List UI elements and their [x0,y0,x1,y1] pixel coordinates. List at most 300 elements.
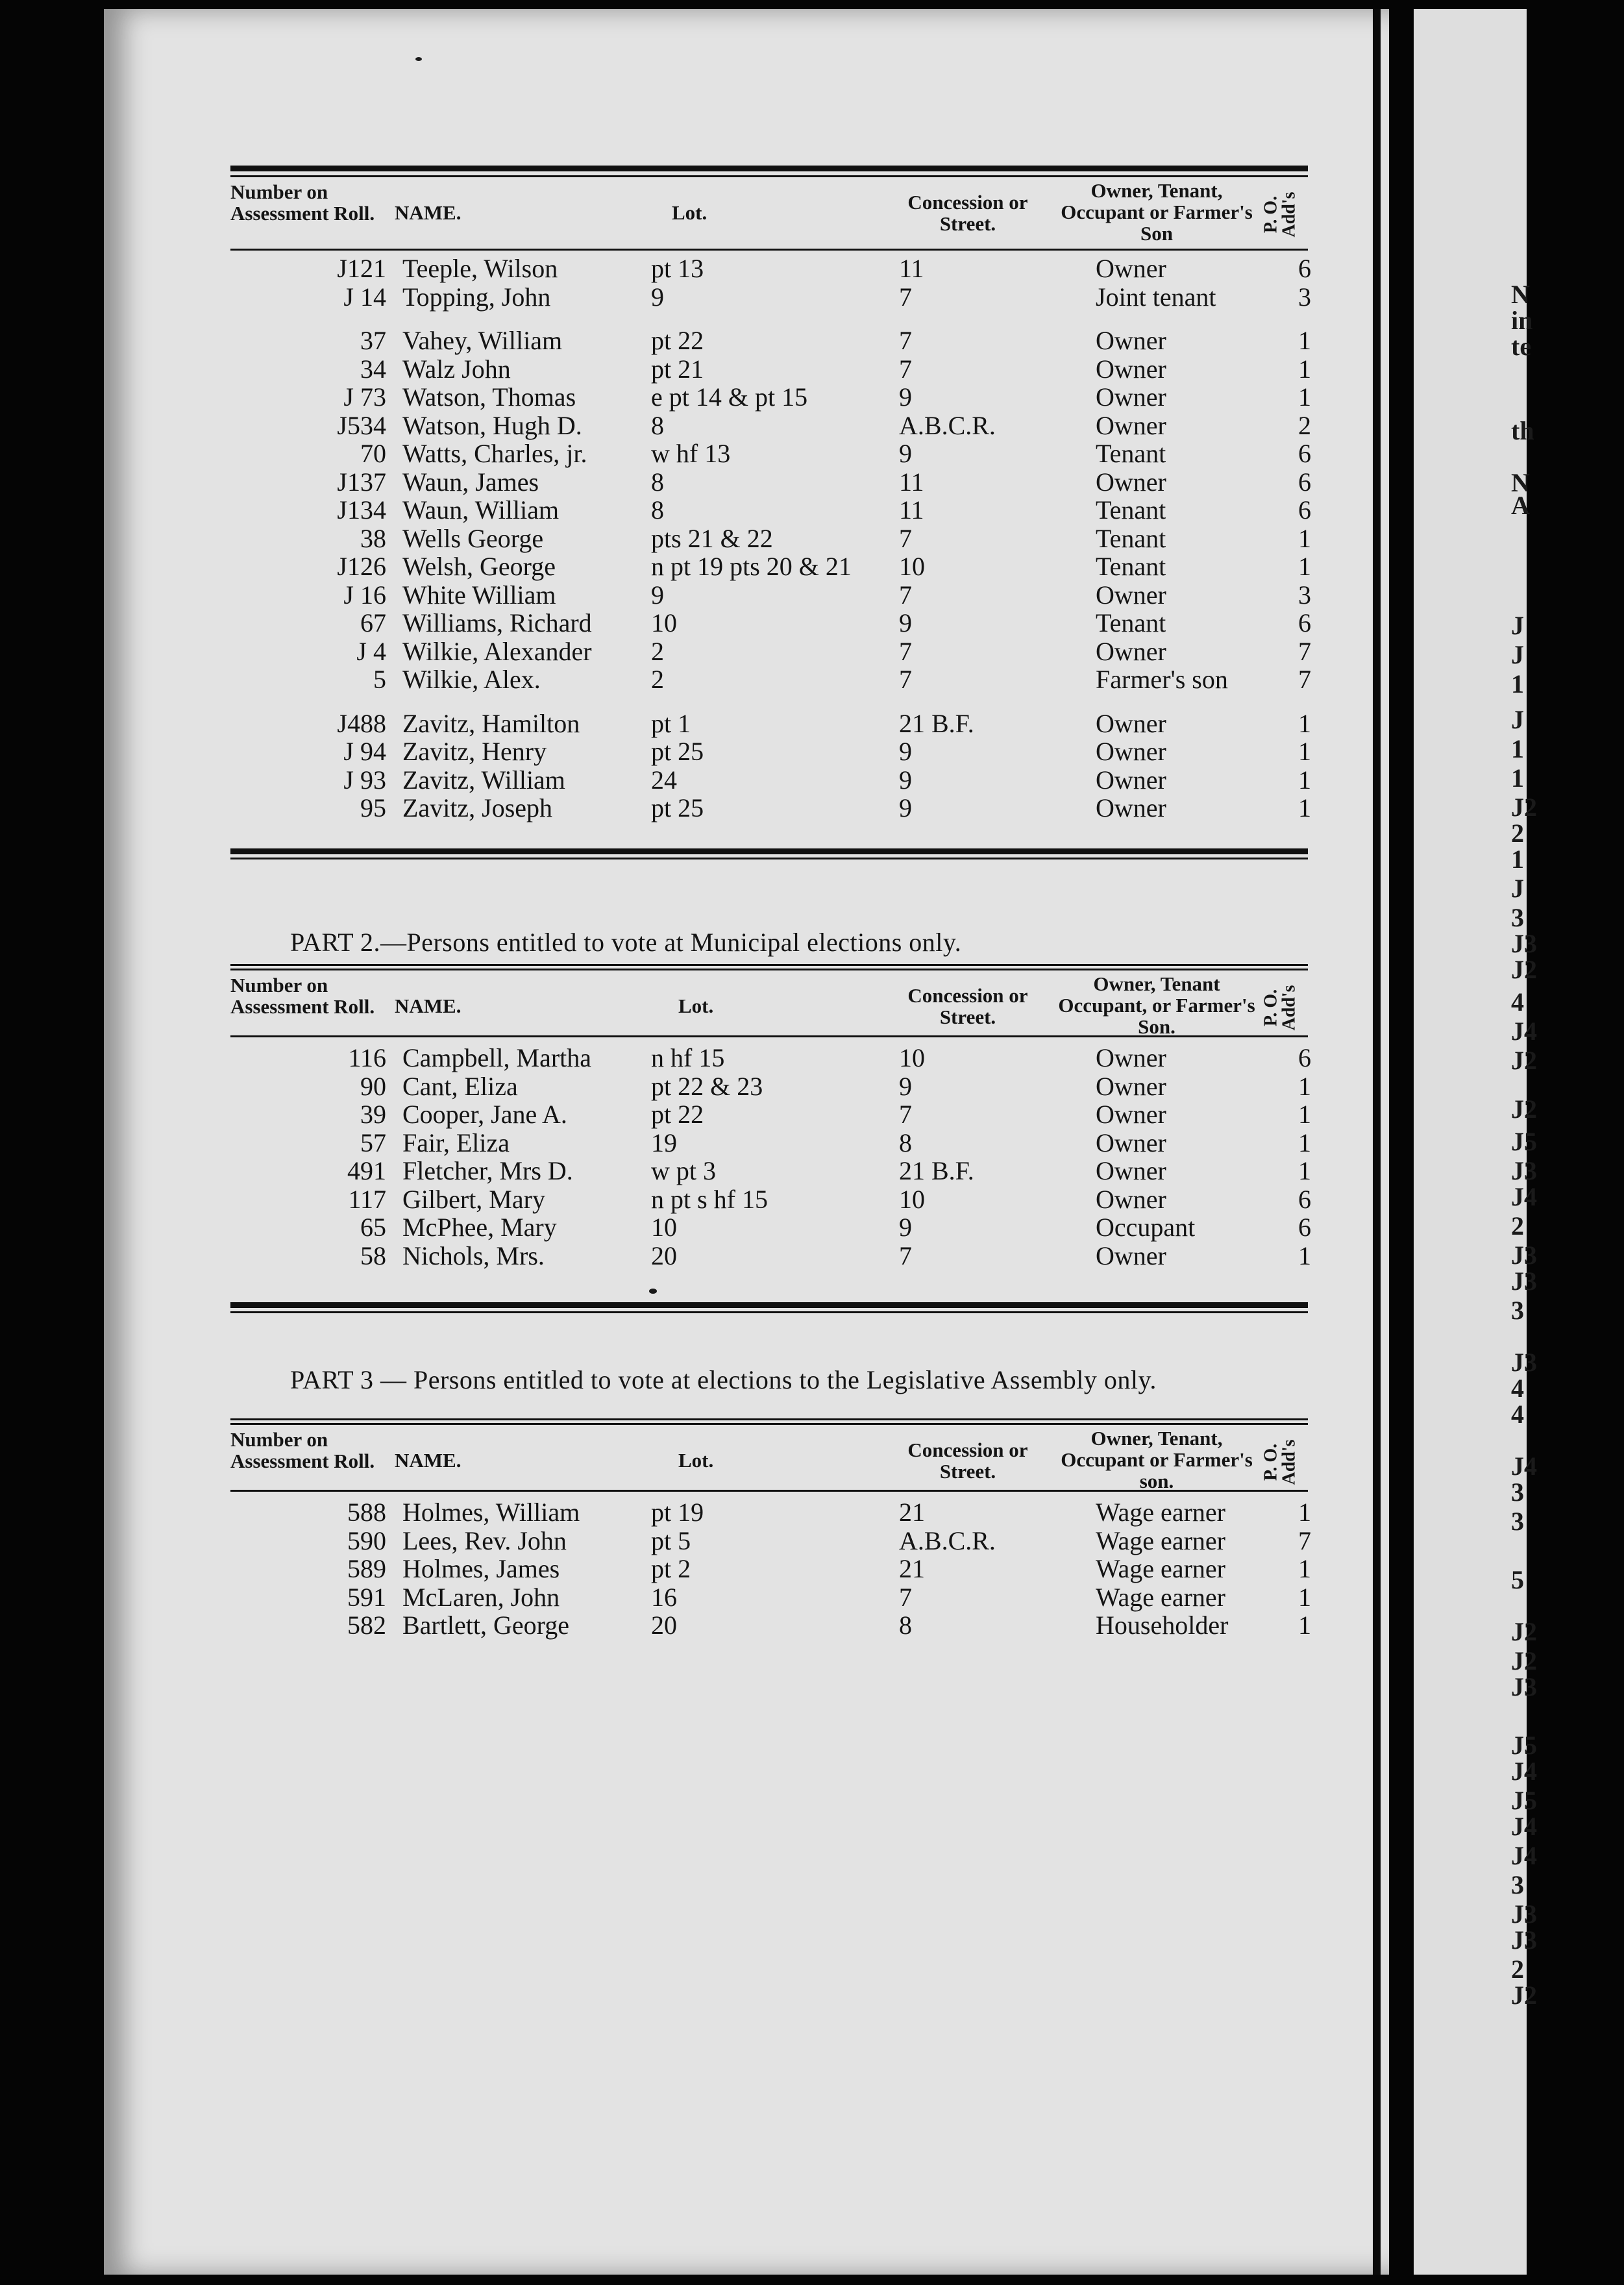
table-row [230,1241,1311,1270]
adjacent-page-text: J [1511,640,1524,669]
cell-concession: 21 B.F. [899,708,974,738]
table-row [230,467,1311,497]
table-row [230,254,1311,283]
cell-owner: Tenant [1096,523,1166,553]
adjacent-page-text: 4 [1511,987,1524,1017]
cell-owner: Owner [1096,467,1166,497]
cell-number: 67 [360,608,386,637]
adjacent-page-text: J3 [1511,1925,1537,1955]
part3-table [230,1418,1311,1640]
cell-concession: 9 [899,765,912,795]
cell-concession: 10 [899,552,925,581]
table-row [230,1184,1311,1214]
header-number: Number on Assessment Roll. [230,1428,375,1472]
cell-concession: 7 [899,580,912,610]
adjacent-page-text: 3 [1511,1870,1524,1899]
cell-po: 1 [1298,326,1311,355]
cell-name: Zavitz, William [402,765,565,795]
part2-end-rule [230,1302,1308,1308]
adjacent-page-text: J4 [1511,1757,1537,1786]
cell-owner: Householder [1096,1611,1229,1640]
adjacent-page-text: J4 [1511,1812,1537,1841]
adjacent-page-text: 2 [1511,1211,1524,1241]
adjacent-page-text: 3 [1511,903,1524,932]
adjacent-page-text: J [1511,874,1524,903]
cell-concession: 10 [899,1043,925,1072]
cell-owner: Wage earner [1096,1554,1225,1583]
adjacent-page-text: J2 [1511,793,1537,822]
cell-number: 57 [360,1128,386,1157]
table-row [230,1554,1311,1583]
cell-lot: pt 19 [651,1498,704,1527]
cell-lot: pt 22 [651,326,704,355]
cell-lot: 19 [651,1128,677,1157]
row-gap [230,311,1308,327]
cell-number: 590 [347,1525,386,1555]
adjacent-page-text: J3 [1511,1348,1537,1377]
cell-po: 1 [1298,354,1311,384]
cell-number: J534 [337,410,386,440]
cell-concession: 9 [899,793,912,822]
cell-po: 1 [1298,1498,1311,1527]
adjacent-page-text: in [1511,306,1533,335]
header-concession: Concession or Street. [907,984,1028,1028]
header-name: NAME. [395,201,461,224]
cell-owner: Owner [1096,410,1166,440]
cell-owner: Owner [1096,765,1166,795]
cell-lot: 8 [651,410,664,440]
cell-po: 1 [1298,1241,1311,1270]
header-concession: Concession or Street. [907,1439,1028,1483]
cell-concession: 8 [899,1128,912,1157]
adjacent-page-text: te [1511,332,1532,361]
adjacent-page-text: J [1511,705,1524,734]
cell-lot: 9 [651,580,664,610]
header-name: NAME. [395,994,461,1017]
cell-number: J134 [337,495,386,525]
cell-owner: Wage earner [1096,1525,1225,1555]
cell-number: 34 [360,354,386,384]
cell-concession: 8 [899,1611,912,1640]
cell-name: Fair, Eliza [402,1128,510,1157]
table-row [230,410,1311,440]
adjacent-page-text: J2 [1511,1617,1537,1646]
cell-name: Nichols, Mrs. [402,1241,545,1270]
adjacent-page-text: J5 [1511,1731,1537,1760]
adjacent-page-text: 3 [1511,1296,1524,1325]
table-row [230,282,1311,312]
cell-name: Waun, William [402,495,560,525]
cell-po: 3 [1298,580,1311,610]
adjacent-page-text: N [1511,280,1530,309]
adjacent-page-text: 1 [1511,734,1524,763]
cell-number: J 93 [343,765,386,795]
header-number: Number on Assessment Roll. [230,180,375,225]
cell-owner: Owner [1096,1043,1166,1072]
cell-lot: 2 [651,636,664,666]
speck [415,57,422,61]
part3-rows [230,1498,1311,1640]
table-row [230,1213,1311,1242]
cell-number: J137 [337,467,386,497]
cell-owner: Owner [1096,1156,1166,1185]
cell-po: 1 [1298,523,1311,553]
cell-owner: Owner [1096,737,1166,766]
adjacent-page-text: 2 [1511,1955,1524,1984]
cell-name: Welsh, George [402,552,556,581]
cell-lot: pt 21 [651,354,704,384]
part1-end-rule [230,848,1308,854]
cell-owner: Farmer's son [1096,665,1228,694]
table-row [230,1100,1311,1129]
cell-lot: pt 13 [651,254,704,283]
cell-concession: 9 [899,382,912,412]
cell-lot: 20 [651,1611,677,1640]
adjacent-page-text: 4 [1511,1374,1524,1403]
cell-lot: pts 21 & 22 [651,523,773,553]
header-po: P. O. Add's [1261,191,1299,238]
adjacent-page-text: N [1511,468,1530,497]
cell-name: Holmes, William [402,1498,580,1527]
cell-owner: Tenant [1096,552,1166,581]
adjacent-page-text: J3 [1511,929,1537,958]
cell-name: Cant, Eliza [402,1071,518,1101]
cell-number: J 14 [343,282,386,312]
cell-name: Wilkie, Alexander [402,636,592,666]
cell-number: 37 [360,326,386,355]
cell-owner: Owner [1096,1128,1166,1157]
adjacent-page-text: 1 [1511,763,1524,793]
header-name: NAME. [395,1449,461,1472]
cell-concession: A.B.C.R. [899,1525,996,1555]
cell-concession: 11 [899,467,924,497]
cell-owner: Owner [1096,1184,1166,1214]
adjacent-page-text: J4 [1511,1451,1537,1481]
header-lot: Lot. [672,201,707,224]
cell-number: 39 [360,1100,386,1129]
table-row [230,495,1311,525]
cell-owner: Owner [1096,326,1166,355]
cell-lot: pt 22 [651,1100,704,1129]
adjacent-page-text: J2 [1511,1981,1537,2010]
table-row [230,608,1311,637]
cell-lot: 24 [651,765,677,795]
cell-lot: w pt 3 [651,1156,716,1185]
cell-owner: Tenant [1096,439,1166,468]
cell-owner: Tenant [1096,608,1166,637]
table-row [230,1043,1311,1072]
cell-po: 6 [1298,1184,1311,1214]
cell-name: Topping, John [402,282,551,312]
cell-lot: 8 [651,495,664,525]
header-number: Number on Assessment Roll. [230,974,375,1018]
header-po: P. O. Add's [1261,1439,1299,1485]
cell-lot: pt 2 [651,1554,691,1583]
cell-name: Zavitz, Henry [402,737,547,766]
adjacent-page-text: 5 [1511,1565,1524,1594]
cell-owner: Joint tenant [1096,282,1216,312]
cell-name: White William [402,580,556,610]
adjacent-page-text: J [1511,611,1524,640]
cell-lot: n hf 15 [651,1043,725,1072]
cell-lot: 2 [651,665,664,694]
adjacent-page-text: J3 [1511,1266,1537,1296]
cell-owner: Owner [1096,1071,1166,1101]
cell-number: 591 [347,1582,386,1612]
cell-po: 6 [1298,254,1311,283]
part1-rows [230,254,1311,822]
cell-number: J121 [337,254,386,283]
table-row [230,737,1311,766]
adjacent-page-text: J4 [1511,1841,1537,1870]
cell-name: Wilkie, Alex. [402,665,541,694]
cell-name: Campbell, Martha [402,1043,592,1072]
cell-owner: Owner [1096,1100,1166,1129]
cell-lot: pt 1 [651,708,691,738]
part3-title: PART 3 — Persons entitled to vote at elections to the Legislative Assembly only. [290,1365,1157,1394]
adjacent-page-text: 4 [1511,1400,1524,1429]
cell-name: Holmes, James [402,1554,560,1583]
cell-number: J 16 [343,580,386,610]
cell-po: 1 [1298,1582,1311,1612]
table-row [230,382,1311,412]
cell-concession: 9 [899,737,912,766]
cell-concession: 7 [899,326,912,355]
cell-number: 38 [360,523,386,553]
adjacent-page-text: J3 [1511,1899,1537,1929]
adjacent-page-text: 1 [1511,669,1524,698]
cell-concession: 11 [899,495,924,525]
cell-lot: 10 [651,608,677,637]
table-row [230,1156,1311,1185]
cell-name: Vahey, William [402,326,563,355]
table-row [230,523,1311,553]
table-row [230,1525,1311,1555]
table-header [230,1425,1308,1490]
adjacent-page-text: 3 [1511,1507,1524,1536]
cell-po: 1 [1298,552,1311,581]
cell-name: Wells George [402,523,544,553]
adjacent-page-text: 2 [1511,819,1524,848]
part2-title: PART 2.—Persons entitled to vote at Municipal elections only. [290,928,962,957]
cell-po: 6 [1298,1043,1311,1072]
cell-number: J488 [337,708,386,738]
adjacent-page-text: J3 [1511,1156,1537,1185]
table-header [230,970,1308,1038]
cell-concession: 7 [899,1241,912,1270]
cell-lot: 20 [651,1241,677,1270]
adjacent-page-text: J5 [1511,1786,1537,1815]
adjacent-page-text: J5 [1511,1127,1537,1156]
cell-name: Gilbert, Mary [402,1184,545,1214]
cell-po: 1 [1298,1071,1311,1101]
cell-owner: Owner [1096,1241,1166,1270]
cell-po: 1 [1298,1128,1311,1157]
cell-number: 70 [360,439,386,468]
adjacent-page-text: J3 [1511,1241,1537,1270]
cell-number: 65 [360,1213,386,1242]
cell-lot: w hf 13 [651,439,731,468]
cell-number: J 73 [343,382,386,412]
cell-lot: pt 25 [651,793,704,822]
cell-number: 491 [347,1156,386,1185]
adjacent-page-text: J3 [1511,1672,1537,1701]
adjacent-page-text: A [1511,491,1530,520]
cell-number: J 94 [343,737,386,766]
cell-owner: Wage earner [1096,1498,1225,1527]
cell-lot: 16 [651,1582,677,1612]
table-row [230,326,1311,355]
cell-concession: 10 [899,1184,925,1214]
cell-name: Teeple, Wilson [402,254,558,283]
cell-po: 6 [1298,467,1311,497]
speck [649,1289,657,1294]
cell-number: 589 [347,1554,386,1583]
cell-number: 95 [360,793,386,822]
cell-po: 7 [1298,636,1311,666]
cell-number: 588 [347,1498,386,1527]
cell-po: 1 [1298,1554,1311,1583]
cell-po: 6 [1298,1213,1311,1242]
cell-lot: pt 22 & 23 [651,1071,763,1101]
cell-owner: Owner [1096,254,1166,283]
cell-name: McLaren, John [402,1582,560,1612]
cell-lot: pt 5 [651,1525,691,1555]
cell-concession: 7 [899,665,912,694]
cell-concession: 7 [899,354,912,384]
adjacent-page-text: J2 [1511,955,1537,984]
cell-owner: Tenant [1096,495,1166,525]
table-header [230,177,1308,249]
header-lot: Lot. [678,994,714,1017]
cell-name: Walz John [402,354,511,384]
cell-concession: 7 [899,1582,912,1612]
table-row [230,354,1311,384]
cell-name: Waun, James [402,467,539,497]
table-row [230,580,1311,610]
adjacent-page-text: J4 [1511,1182,1537,1211]
cell-po: 3 [1298,282,1311,312]
cell-concession: 21 [899,1498,925,1527]
cell-concession: 7 [899,1100,912,1129]
cell-po: 1 [1298,737,1311,766]
top-rule [230,166,1308,171]
cell-name: Zavitz, Joseph [402,793,553,822]
adjacent-page-text: J4 [1511,1017,1537,1046]
cell-po: 6 [1298,608,1311,637]
part2-table [230,964,1311,1313]
header-owner: Owner, Tenant, Occupant or Farmer's son. [1061,1427,1253,1492]
cell-concession: 21 B.F. [899,1156,974,1185]
cell-po: 1 [1298,765,1311,795]
cell-lot: 9 [651,282,664,312]
cell-name: McPhee, Mary [402,1213,557,1242]
adjacent-page-text: J2 [1511,1046,1537,1075]
cell-lot: e pt 14 & pt 15 [651,382,808,412]
table-row [230,1071,1311,1101]
cell-po: 6 [1298,495,1311,525]
cell-name: Bartlett, George [402,1611,569,1640]
cell-number: 582 [347,1611,386,1640]
cell-name: Watts, Charles, jr. [402,439,587,468]
cell-concession: 9 [899,1071,912,1101]
header-concession: Concession or Street. [907,191,1028,235]
table-row [230,708,1311,738]
table-row [230,636,1311,666]
cell-po: 1 [1298,708,1311,738]
page-gutter [1373,9,1381,2275]
cell-name: Watson, Thomas [402,382,576,412]
cell-owner: Wage earner [1096,1582,1225,1612]
cell-name: Fletcher, Mrs D. [402,1156,573,1185]
cell-name: Williams, Richard [402,608,592,637]
cell-owner: Owner [1096,636,1166,666]
cell-owner: Owner [1096,382,1166,412]
cell-concession: 9 [899,608,912,637]
header-po: P. O. Add's [1261,985,1299,1031]
table-row [230,765,1311,795]
header-owner: Owner, Tenant Occupant, or Farmer's Son. [1058,972,1255,1038]
cell-name: Zavitz, Hamilton [402,708,580,738]
cell-concession: 7 [899,523,912,553]
cell-po: 1 [1298,793,1311,822]
part2-end-rule-thin [230,1311,1308,1313]
table-row [230,1582,1311,1612]
adjacent-page-text: 1 [1511,845,1524,874]
row-gap [230,694,1308,710]
cell-lot: n pt 19 pts 20 & 21 [651,552,852,581]
table-row [230,1128,1311,1157]
adjacent-page-text: J2 [1511,1094,1537,1124]
cell-lot: 8 [651,467,664,497]
cell-concession: A.B.C.R. [899,410,996,440]
cell-name: Cooper, Jane A. [402,1100,567,1129]
cell-owner: Occupant [1096,1213,1196,1242]
cell-po: 7 [1298,1525,1311,1555]
cell-concession: 7 [899,636,912,666]
table-row [230,1498,1311,1527]
cell-owner: Owner [1096,580,1166,610]
cell-owner: Owner [1096,793,1166,822]
table-row [230,439,1311,468]
cell-name: Watson, Hugh D. [402,410,582,440]
cell-lot: pt 25 [651,737,704,766]
adjacent-page-text: th [1511,416,1534,445]
part2-rows [230,1043,1311,1270]
cell-number: 90 [360,1071,386,1101]
cell-number: 116 [348,1043,386,1072]
adjacent-page-text: J2 [1511,1646,1537,1675]
cell-po: 1 [1298,382,1311,412]
cell-owner: Owner [1096,354,1166,384]
cell-number: 5 [373,665,386,694]
table-row [230,552,1311,581]
cell-concession: 11 [899,254,924,283]
cell-po: 7 [1298,665,1311,694]
header-owner: Owner, Tenant, Occupant or Farmer's Son [1061,179,1253,245]
cell-lot: n pt s hf 15 [651,1184,768,1214]
cell-name: Lees, Rev. John [402,1525,567,1555]
cell-lot: 10 [651,1213,677,1242]
cell-concession: 9 [899,439,912,468]
cell-number: J 4 [356,636,386,666]
cell-concession: 21 [899,1554,925,1583]
cell-po: 6 [1298,439,1311,468]
cell-po: 1 [1298,1100,1311,1129]
cell-number: 58 [360,1241,386,1270]
table-row [230,1611,1311,1640]
cell-po: 2 [1298,410,1311,440]
